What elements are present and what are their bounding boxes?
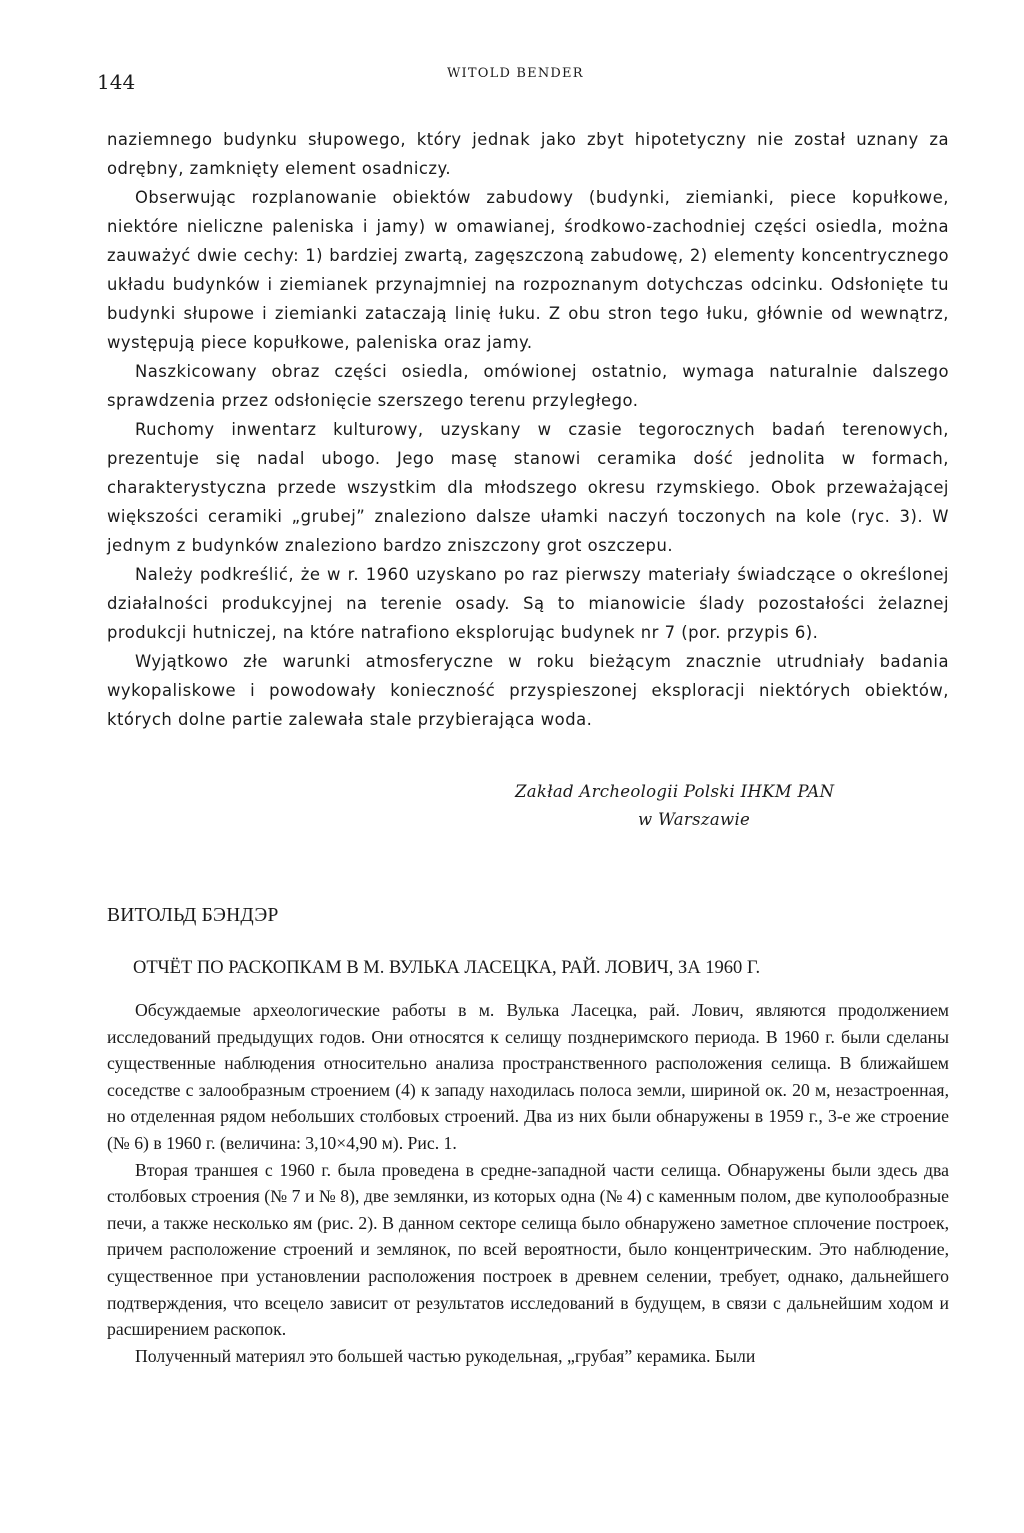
running-head-author: WITOLD BENDER [447,66,584,81]
paragraph: Naszkicowany obraz części osiedla, omówionej ostatnio, wymaga naturalnie dalszego sprawdzenia przez odsłonięcie szerszego terenu przyległego. [107,362,949,410]
paragraph: Ruchomy inwentarz kulturowy, uzyskany w czasie tegorocznych badań terenowych, prezentuje się nadal ubogo. Jego masę stanowi ceramika dość jednolita w formach, charakterystyczna przede wszystkim dla młodszego okresu rzymskiego. Obok przeważającej większości ceramiki „grubej” znaleziono dalsze ułamki naczyń toczonych na kole (ryc. 3). W jednym z budynków znaleziono bardzo zniszczony grot oszczepu. [107,420,949,555]
page-header [97,62,949,102]
paragraph: Wyjątkowo złe warunki atmosferyczne w roku bieżącym znacznie utrudniały badania wykopaliskowe i powodowały konieczność przyspieszonej eksploracji niektórych obiektów, których dolne partie zalewała stale przybierająca woda. [107,652,949,729]
page-number: 144 [97,70,136,94]
paragraph: Obserwując rozplanowanie obiektów zabudowy (budynki, ziemianki, piece kopułkowe, niektóre nieliczne paleniska i jamy) w omawianej, środkowo-zachodniej części osiedla, można zauważyć dwie cechy: 1) bardziej zwartą, zagęszczoną zabudowę, 2) elementy koncentrycznego układu budynków i ziemianek przynajmniej na rozpoznanym dotychczas odcinku. Odsłonięte tu budynki słupowe i ziemianki zataczają linię łuku. Z obu stron tego łuku, głównie od wewnątrz, występują piece kopułkowe, paleniska oraz jamy. [107,188,949,352]
russian-summary-author: ВИТОЛЬД БЭНДЭР [107,905,279,926]
affiliation-institution: Zakład Archeologii Polski IHKM PAN [515,782,835,801]
author-affiliation [500,778,950,834]
russian-summary-text [107,997,949,1369]
polish-report-text [107,125,949,734]
paragraph: Полученный материял это большей частью рукодельная, „грубая” керамика. Были [135,1345,756,1366]
paragraph: Należy podkreślić, że w r. 1960 uzyskano po raz pierwszy materiały świadczące o określonej działalności produkcyjnej na terenie osady. Są to mianowicie ślady pozostałości żelaznej produkcji hutniczej, na które natrafiono eksplorując budynek nr 7 (por. przypis 6). [107,565,949,642]
paragraph: naziemnego budynku słupowego, który jednak jako zbyt hipotetyczny nie został uznany za odrębny, zamknięty element osadniczy. [107,130,949,178]
paragraph: Вторая траншея с 1960 г. была проведена в средне-западной части селища. Обнаружены были здесь два столбовых строения (№ 7 и № 8), две землянки, из которых одна (№ 4) с каменным полом, две куполообразные печи, а также несколько ям (рис. 2). В данном секторе селища было обнаружено заметное сплочение построек, причем расположение строений и землянок, по всей вероятности, было концентрическим. Это наблюдение, существенное при установлении расположения построек в древнем селении, требует, однако, дальнейшего подтверждения, что всецело зависит от результатов исследований в будущем, в связи с дальнейшим ходом и расширением раскопок. [107,1159,949,1340]
paragraph: Обсуждаемые археологические работы в м. Вулька Ласецка, рай. Лович, являются продолжением исследований предыдущих годов. Они относятся к селищу позднеримского периода. В 1960 г. были сделаны существенные наблюдения относительно анализа пространственного расположения селища. В ближайшем соседстве с залообразным строением (4) к западу находилась полоса земли, шириной ок. 20 м, незастроенная, но отделенная рядом небольших столбовых строений. Два из них были обнаружены в 1959 г., 3-е же строение (№ 6) в 1960 г. (величина: 3,10×4,90 м). Рис. 1. [107,1000,949,1153]
affiliation-city: w Warszawie [638,810,751,829]
russian-summary-title: ОТЧЁТ ПО РАСКОПКАМ В М. ВУЛЬКА ЛАСЕЦКА, РАЙ. ЛОВИЧ, ЗА 1960 Г. [133,958,761,978]
